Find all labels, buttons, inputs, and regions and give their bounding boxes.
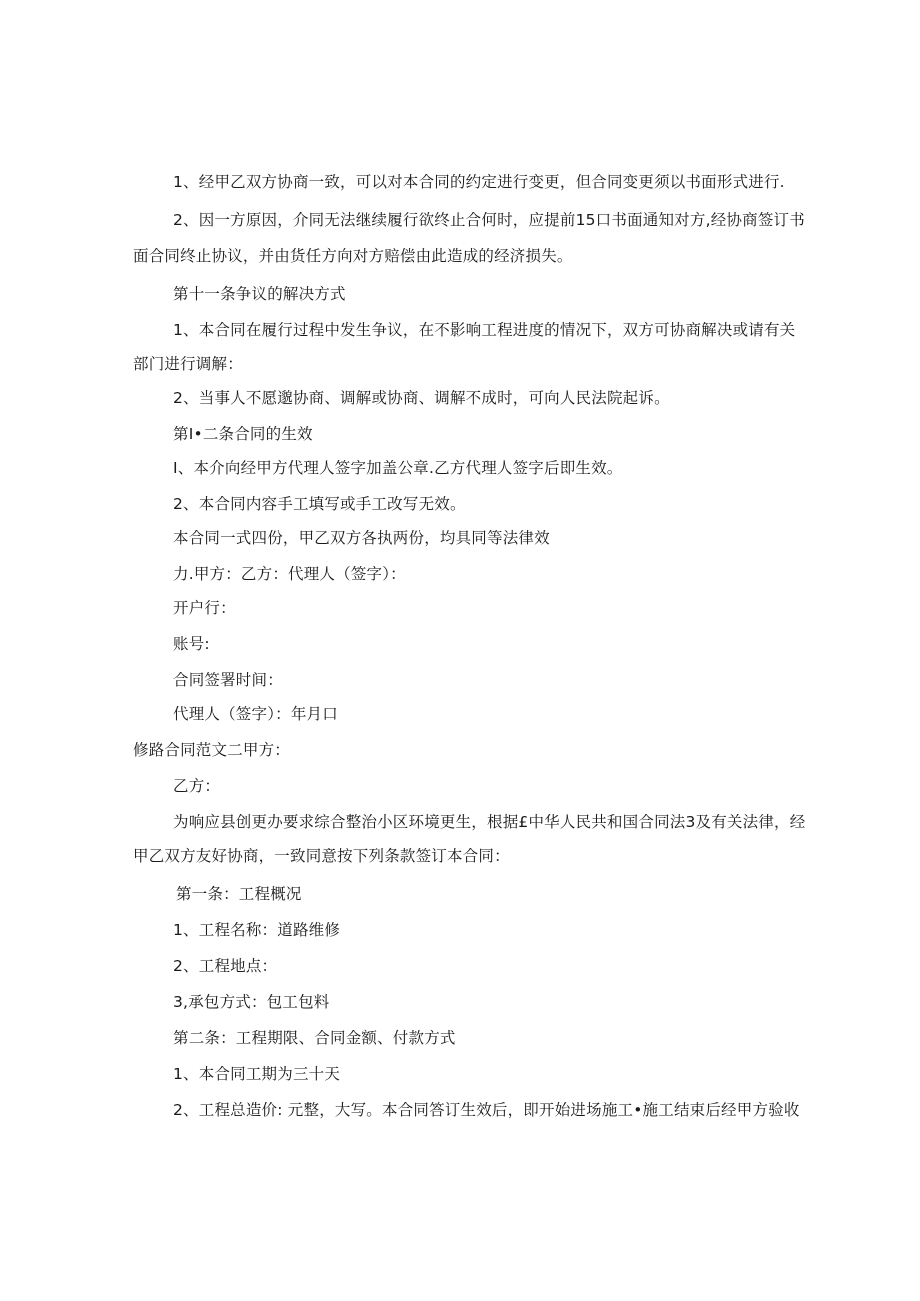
contract-two-title: 修路合同范文二甲方：: [133, 741, 291, 759]
agent-signature-line: 代理人（签字）：年月口: [173, 705, 338, 723]
paragraph-11: 本合同一式四份，甲乙双方各执两份，均具同等法律效: [173, 529, 550, 547]
article-1-heading: 第一条：工程概况: [176, 885, 302, 903]
bank-line: 开户行：: [173, 599, 236, 617]
section-heading-11: 第十一条争议的解决方式: [173, 285, 346, 303]
party-b-line: 乙方：: [173, 777, 221, 795]
project-location-line: 2、工程地点：: [173, 957, 278, 975]
total-price-line: 2、工程总造价: 元整，大写。本合同答订生效后，即开始进场施工•施工结束后经甲方验收: [173, 1101, 800, 1119]
paragraph-2: 2、因一方原因，介同无法继续履行欲终止合何时，应提前15口书面通知对方,经协商签订书: [173, 211, 805, 229]
paragraph-6: 部门进行调解：: [133, 355, 243, 373]
paragraph-19: 为响应县创更办要求综合整治小区环境更生，根据£中华人民共和国合同法3及有关法律，经: [173, 813, 806, 831]
section-heading-12: 第I•二条合同的生效: [173, 425, 313, 443]
paragraph-1: 1、经甲乙双方协商一致，可以对本合同的约定进行变更，但合同变更须以书面形式进行.: [173, 173, 785, 191]
contract-mode-line: 3,承包方式：包工包料: [173, 993, 330, 1011]
paragraph-7: 2、当事人不愿邈协商、调解或协商、调解不成时，可向人民法院起诉。: [173, 389, 670, 407]
duration-line: 1、本合同工期为三十天: [173, 1065, 341, 1083]
paragraph-9: I、本介向经甲方代理人签字加盖公章.乙方代理人签字后即生效。: [173, 459, 623, 477]
paragraph-3: 面合同终止协议，并由货任方向对方赔偿由此造成的经济损失。: [133, 247, 573, 265]
article-2-heading: 第二条：工程期限、合同金额、付款方式: [173, 1029, 456, 1047]
paragraph-20: 甲乙双方友好协商，一致同意按下列条款签订本合同：: [133, 847, 510, 865]
paragraph-10: 2、本合同内容手工填写或手工改写无效。: [173, 495, 466, 513]
paragraph-5: 1、本合同在履行过程中发生争议，在不影响工程进度的情况下，双方可协商解决或请有关: [173, 321, 796, 339]
signing-time-line: 合同签署时间：: [173, 671, 283, 689]
project-name-line: 1、工程名称：道路维修: [173, 921, 341, 939]
account-line: 账号:: [173, 635, 210, 653]
signature-parties-line: 力.甲方：乙方：代理人（签字）：: [173, 565, 406, 583]
